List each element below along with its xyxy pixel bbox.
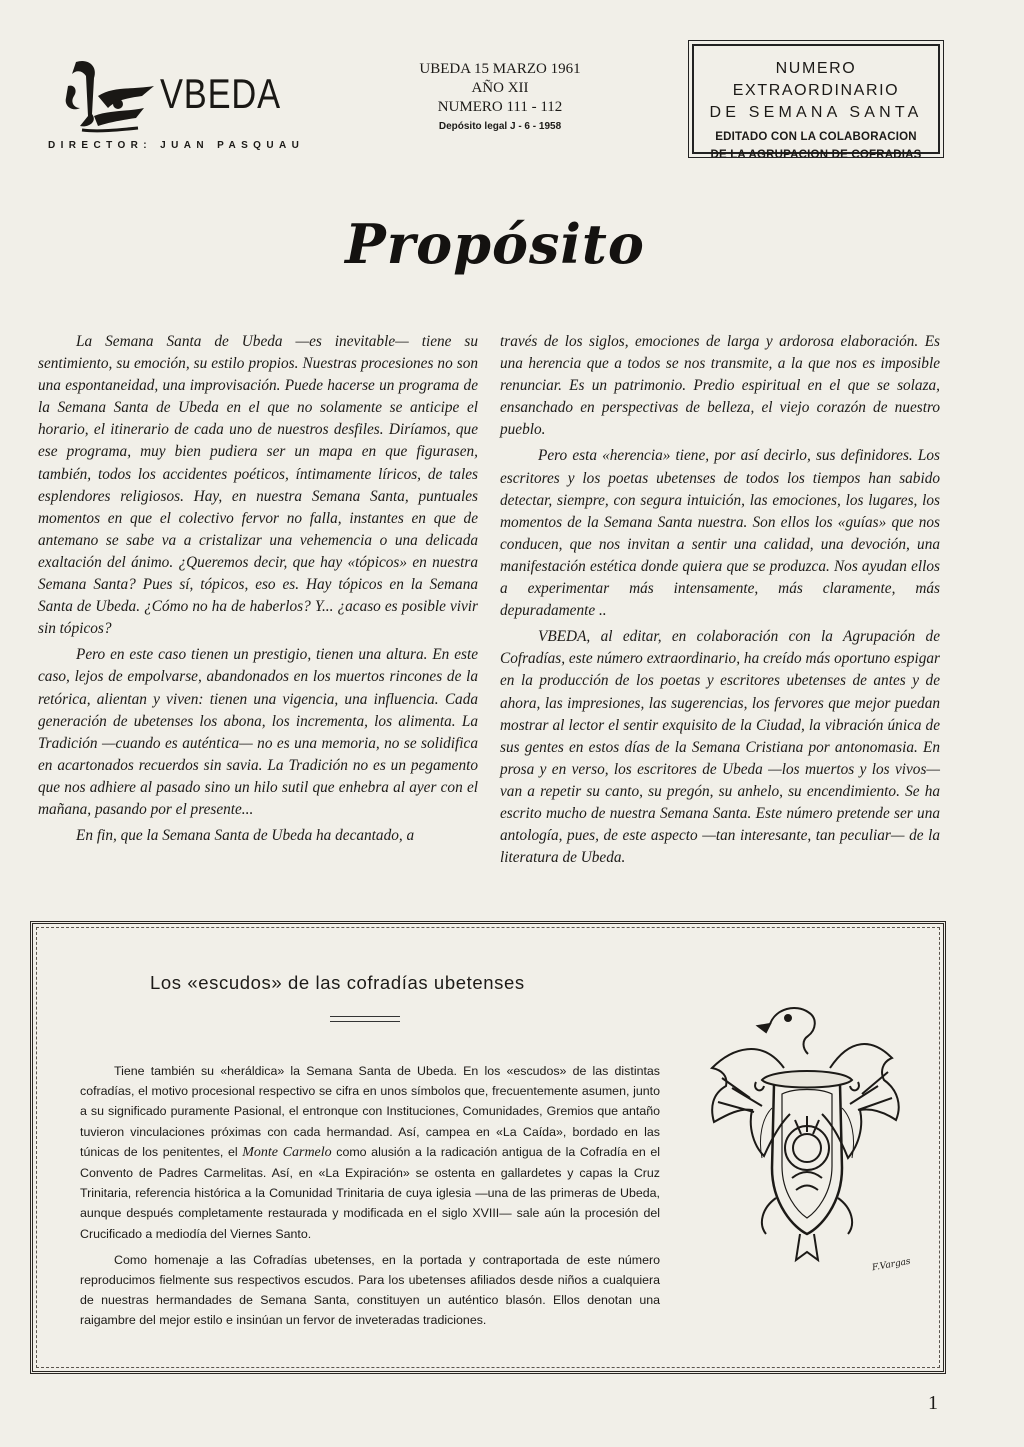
- illustrator-signature: F.Vargas: [871, 1256, 912, 1274]
- legal-deposit: Depósito legal J - 6 - 1958: [438, 121, 562, 132]
- eagle-coat-of-arms-icon: [692, 998, 922, 1278]
- special-edition-box: [692, 44, 940, 161]
- ornate-initial-logo-icon: [58, 56, 158, 134]
- box-body: [80, 1061, 660, 1331]
- box-title: Los «escudos» de las cofradías ubetenses: [150, 972, 525, 993]
- left-paragraph-3: En fin, que la Semana Santa de Ubeda ha decantado, a: [76, 827, 415, 845]
- page-number: 1: [928, 1392, 938, 1414]
- title-divider: [330, 1016, 400, 1022]
- right-paragraph-1: través de los siglos, emociones de larga y ardorosa elaboración. Es una herencia que a todos se nos transmite, a la que nos es imposible renunciar. Es un patrimonio. Predio espiritual en el que se solaza, ensanchado en perspectivas de belleza, el viejo corazón de nuestro pueblo.: [500, 333, 940, 439]
- article-right-column: [500, 331, 940, 869]
- article-title: Propósito: [345, 212, 645, 276]
- left-paragraph-1: La Semana Santa de Ubeda —es inevitable— tiene su sentimiento, su emoción, su estilo propios. Nuestras procesiones no son una espontaneidad, una improvisación. Puede hacerse un programa de la Semana Santa de Ubeda en el que no solamente se anticipe el horario, el itinerario de cada uno de nuestros desfiles. Diríamos, que ese programa, muy bien pudiera ser un mapa en que figurasen, también, todos los accidentes poéticos, íntimamente líricos, de tales esplendores religiosos. Hay, en nuestra Semana Santa, puntuales momentos en que el colectivo fervor no falla, instantes en que de antemano se sabe va a cristalizar una vehemencia o una delicada exaltación del ánimo. ¿Queremos decir, que hay «tópicos» en nuestra Semana Santa? Pues sí, tópicos, eso es. Hay tópicos en la Semana Santa de Ubeda. ¿Cómo no ha de haberlos? Y... ¿acaso es posible vivir sin tópicos?: [38, 333, 478, 638]
- box-paragraph-1: [80, 1061, 660, 1244]
- article-left-column: [38, 331, 478, 847]
- masthead: [44, 56, 304, 156]
- logo-wordmark: VBEDA: [160, 70, 281, 117]
- issue-date: UBEDA 15 MARZO 1961: [419, 61, 581, 77]
- issue-year: AÑO XII: [471, 80, 529, 96]
- right-paragraph-3: VBEDA, al editar, en colaboración con la Agrupación de Cofradías, este número extraordinario, ha creído más oportuno espigar en la producción de los poetas y escritores ubetenses de antes y de ahora, las impresiones, las sugerencias, los fervores que mejor puedan mostrar al lector el sentir exquisito de la Ciudad, la vibración única de sus gentes en estos días de la Semana Cristiana por antonomasia. En prosa y en verso, los escritores de Ubeda —los muertos y los vivos— van a repetir su canto, su pregón, su anhelo, su encendimiento. Se ha escrito mucho de nuestra Semana Santa. Este número pretende ser una antología, pues, de este aspecto —tan interesante, tan peculiar— de la literatura de Ubeda.: [500, 628, 940, 867]
- left-paragraph-2: Pero en este caso tienen un prestigio, tienen una altura. En este caso, lejos de empolvarse, abandonados en los muertos rincones de la retórica, alientan y viven: tienen una vigencia, una influencia. Cada generación de ubetenses los abona, los incrementa, los alimenta. La Tradición —cuando es auténtica— no es una memoria, no se solidifica en acartonados recuerdos sin savia. La Tradición no es un pegamento que nos adhiere al pasado sino un hilo sutil que enhebra al ayer con el mañana, pasando por el presente...: [38, 646, 478, 818]
- box-paragraph-1-end: como alusión a la radicación antigua de la Cofradía en el Convento de Padres Carmelitas. Así, en «La Expiración» se ostenta en gallardetes y capas la Cruz Trinitaria, referencia histórica a la Comunidad Trinitaria de cuya iglesia —una de las primeras de Ubeda, aunque después completamente restaurada y modificada en el siglo XVIII— sale aún la procesión del Crucificado a mediodía del Viernes Santo.: [80, 1144, 660, 1241]
- special-edition-line-1: NUMERO EXTRAORDINARIO: [732, 60, 900, 99]
- special-edition-line-2: DE SEMANA SANTA: [709, 104, 923, 121]
- box-paragraph-1-start: Tiene también su «heráldica» la Semana Santa de Ubeda. En los «escudos» de las distintas cofradías, el motivo procesional respectivo se cifra en unos símbolos que, frecuentemente asumen, junto a su significado puramente Pasional, el entronque con Instituciones, Comunidades, Gremios que antaño tuvieron vinculaciones próximas con cada hermandad. Así, campea en «La Caída», bordado en las túnicas de los penitentes, el: [80, 1064, 660, 1159]
- special-edition-line-3: EDITADO CON LA COLABORACION: [715, 131, 917, 143]
- monte-carmelo-emphasis: Monte Carmelo: [242, 1144, 332, 1160]
- issue-number: NUMERO 111 - 112: [437, 99, 563, 115]
- special-edition-line-4: DE LA AGRUPACION DE COFRADIAS: [710, 149, 922, 161]
- right-paragraph-2: Pero esta «herencia» tiene, por así decirlo, sus definidores. Los escritores y los poetas ubetenses de todos los tiempos han sabido detectar, siempre, con segura intuición, las emociones, los lugares, los momentos de la Semana Santa nuestra. Son ellos los «guías» que nos conducen, que nos invitan a sentir una calidad, una devoción, una manifestación estética donde quiera que se produzca. Nos ayudan ellos a experimentar más intensamente, más claramente, más depuradamente ..: [500, 447, 940, 620]
- director-line: DIRECTOR: JUAN PASQUAU: [48, 140, 305, 151]
- issue-info: [400, 60, 600, 136]
- box-paragraph-2: Como homenaje a las Cofradías ubetenses, en la portada y contraportada de este número reproducimos fielmente sus respectivos escudos. Para los ubetenses afiliados desde niños a cualquiera de nuestras hermandades de Semana Santa, constituyen un auténtico blasón. Ellos denotan una raigambre del mejor estilo e insinúan un fervor de inveteradas tradiciones.: [80, 1252, 660, 1328]
